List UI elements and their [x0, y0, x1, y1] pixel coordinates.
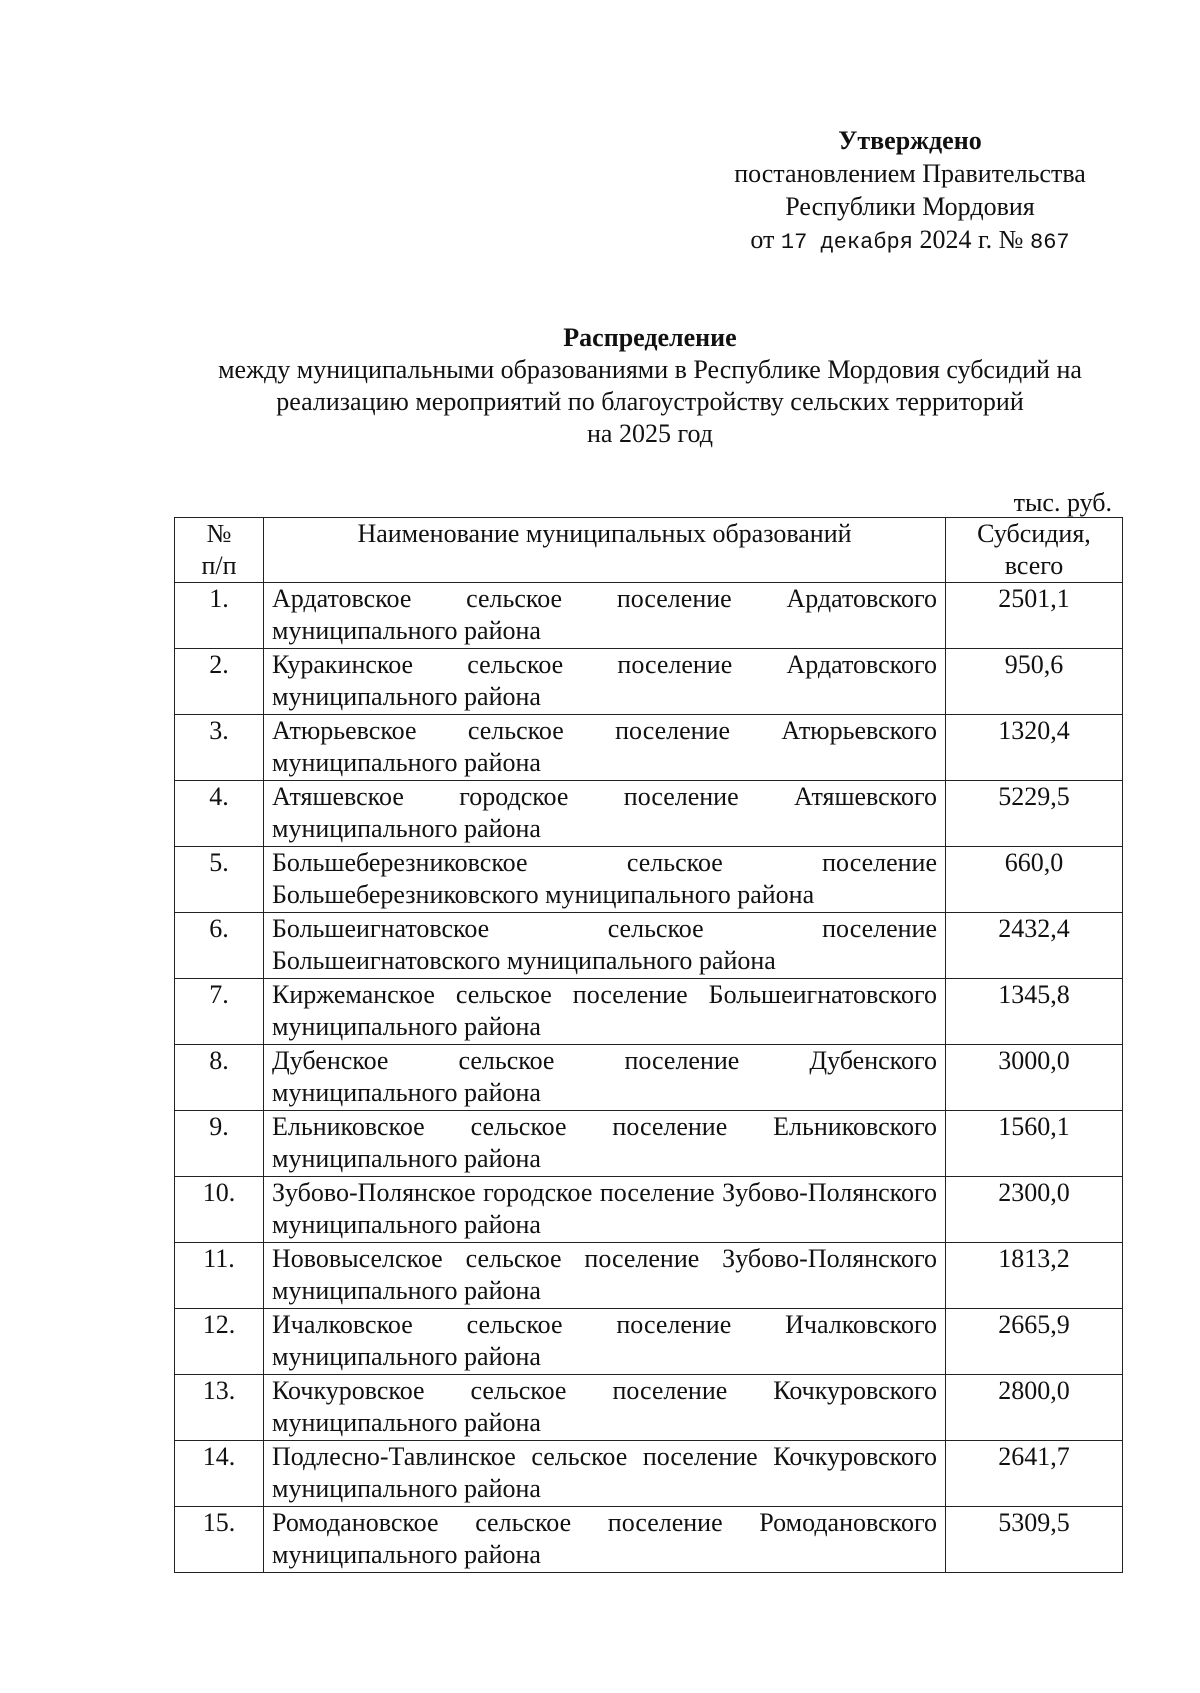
- table-row: [175, 781, 1123, 847]
- row-name: Большеигнатовское сельское поселение Большеигнатовского муниципального района: [264, 913, 946, 979]
- table-row: [175, 1111, 1123, 1177]
- approval-line-3: Республики Мордовия: [785, 192, 1035, 221]
- table-row: [175, 649, 1123, 715]
- header-value-line-1: Субсидия,: [977, 519, 1091, 548]
- table-row: [175, 979, 1123, 1045]
- date-typed: 17 декабря: [780, 230, 913, 255]
- row-number: 8.: [175, 1045, 264, 1111]
- row-number: 14.: [175, 1441, 264, 1507]
- title-line-3: на 2025 год: [587, 419, 713, 448]
- approval-title: Утверждено: [838, 126, 982, 155]
- row-value: 3000,0: [946, 1045, 1123, 1111]
- table-row: [175, 583, 1123, 649]
- header-num-line-2: п/п: [201, 551, 237, 580]
- row-number: 5.: [175, 847, 264, 913]
- row-value: 1345,8: [946, 979, 1123, 1045]
- row-name: Кочкуровское сельское поселение Кочкуровского муниципального района: [264, 1375, 946, 1441]
- row-name: Нововыселское сельское поселение Зубово-Полянского муниципального района: [264, 1243, 946, 1309]
- row-name: Подлесно-Тавлинское сельское поселение Кочкуровского муниципального района: [264, 1441, 946, 1507]
- title-line-1: между муниципальными образованиями в Республике Мордовия субсидий на: [218, 355, 1082, 384]
- header-num-line-1: №: [206, 519, 232, 548]
- table-row: [175, 913, 1123, 979]
- table-row: [175, 847, 1123, 913]
- table-body: [175, 583, 1123, 1573]
- row-value: 1320,4: [946, 715, 1123, 781]
- row-name: Ардатовское сельское поселение Ардатовского муниципального района: [264, 583, 946, 649]
- row-number: 10.: [175, 1177, 264, 1243]
- row-value: 5229,5: [946, 781, 1123, 847]
- units-label: тыс. руб.: [1013, 488, 1112, 517]
- row-name: Атюрьевское сельское поселение Атюрьевского муниципального района: [264, 715, 946, 781]
- table-row: [175, 1375, 1123, 1441]
- row-name: Дубенское сельское поселение Дубенского муниципального района: [264, 1045, 946, 1111]
- row-value: 950,6: [946, 649, 1123, 715]
- row-value: 2432,4: [946, 913, 1123, 979]
- row-value: 1560,1: [946, 1111, 1123, 1177]
- row-number: 3.: [175, 715, 264, 781]
- row-number: 11.: [175, 1243, 264, 1309]
- row-value: 5309,5: [946, 1507, 1123, 1573]
- row-name: Зубово-Полянское городское поселение Зубово-Полянского муниципального района: [264, 1177, 946, 1243]
- table-row: [175, 1507, 1123, 1573]
- header-name: Наименование муниципальных образований: [264, 518, 946, 583]
- row-name: Киржеманское сельское поселение Большеигнатовского муниципального района: [264, 979, 946, 1045]
- row-number: 2.: [175, 649, 264, 715]
- row-number: 7.: [175, 979, 264, 1045]
- row-name: Ельниковское сельское поселение Ельниковского муниципального района: [264, 1111, 946, 1177]
- row-number: 15.: [175, 1507, 264, 1573]
- table-row: [175, 1243, 1123, 1309]
- table-row: [175, 715, 1123, 781]
- title-line-2: реализацию мероприятий по благоустройству сельских территорий: [276, 387, 1024, 416]
- row-number: 4.: [175, 781, 264, 847]
- row-name: Ичалковское сельское поселение Ичалковского муниципального района: [264, 1309, 946, 1375]
- row-name: Ромодановское сельское поселение Ромодановского муниципального района: [264, 1507, 946, 1573]
- row-name: Атяшевское городское поселение Атяшевского муниципального района: [264, 781, 946, 847]
- table-row: [175, 1177, 1123, 1243]
- row-number: 12.: [175, 1309, 264, 1375]
- approval-stamp: [700, 124, 1120, 259]
- table-row: [175, 1045, 1123, 1111]
- header-value-line-2: всего: [1004, 551, 1064, 580]
- row-value: 2800,0: [946, 1375, 1123, 1441]
- subsidy-table: [174, 517, 1123, 1573]
- approval-date-line: [700, 223, 1120, 259]
- row-value: 2665,9: [946, 1309, 1123, 1375]
- row-number: 9.: [175, 1111, 264, 1177]
- row-name: Куракинское сельское поселение Ардатовского муниципального района: [264, 649, 946, 715]
- table-row: [175, 1309, 1123, 1375]
- row-value: 660,0: [946, 847, 1123, 913]
- row-number: 6.: [175, 913, 264, 979]
- row-name: Большеберезниковское сельское поселение Большеберезниковского муниципального района: [264, 847, 946, 913]
- row-value: 2501,1: [946, 583, 1123, 649]
- header-value: [946, 518, 1123, 583]
- year-suffix: 2024 г. №: [919, 225, 1024, 254]
- header-num: [175, 518, 264, 583]
- row-number: 13.: [175, 1375, 264, 1441]
- row-value: 2641,7: [946, 1441, 1123, 1507]
- table-row: [175, 1441, 1123, 1507]
- date-prefix: от: [750, 225, 775, 254]
- document-title: [150, 322, 1150, 450]
- table-header-row: [175, 518, 1123, 583]
- row-number: 1.: [175, 583, 264, 649]
- approval-line-2: постановлением Правительства: [734, 159, 1086, 188]
- title-heading: Распределение: [563, 323, 737, 352]
- row-value: 2300,0: [946, 1177, 1123, 1243]
- row-value: 1813,2: [946, 1243, 1123, 1309]
- decree-number: 867: [1030, 230, 1070, 255]
